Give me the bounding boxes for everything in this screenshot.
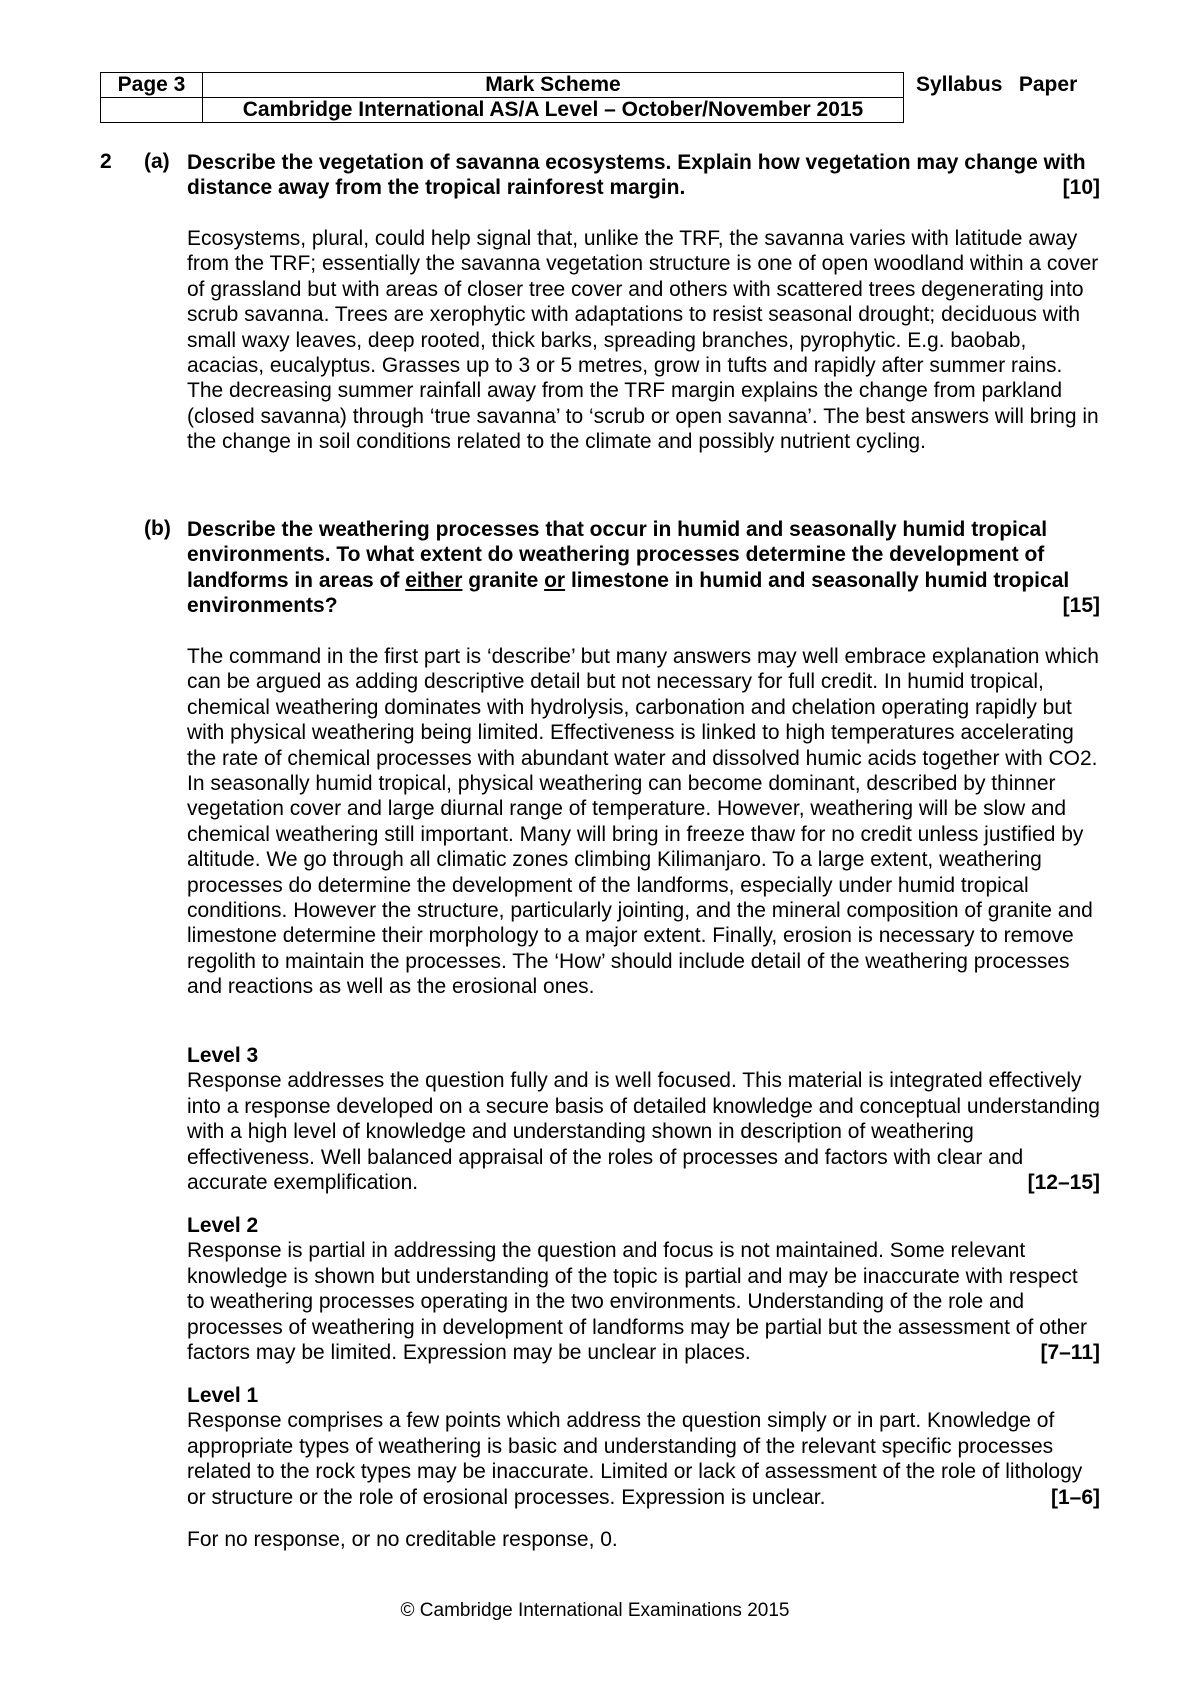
- copyright-footer: © Cambridge International Examinations 2015: [400, 1600, 790, 1621]
- part-b-prompt: Describe the weathering processes that occur in humid and seasonally humid tropical environments. To what extent do weathering processes determine the development of landforms in areas of either granite or limestone in humid and seasonally humid tropical environments? [15]: [187, 518, 1100, 618]
- header-table: [100, 72, 1101, 123]
- part-b-marks: [15]: [1062, 594, 1100, 618]
- header-empty-cell: [101, 98, 203, 123]
- question-number: 2: [100, 150, 112, 173]
- level-marks: [7–11]: [1040, 1341, 1100, 1365]
- part-a-prompt-text: Describe the vegetation of savanna ecosystems. Explain how vegetation may change with distance away from the tropical rainforest margin.: [187, 151, 1086, 200]
- document-title: Mark Scheme: [203, 73, 904, 98]
- part-b-answer: The command in the first part is ‘describe’ but many answers may well embrace explanation which can be argued as adding descriptive detail but not necessary for full credit. In humid tropical, chemical weathering dominates with hydrolysis, carbonation and chelation operating rapidly but with physical weathering being limited. Effectiveness is linked to high temperatures accelerating the rate of chemical processes with abundant water and dissolved humic acids together with CO2. In seasonally humid tropical, physical weathering can become dominant, described by thinner vegetation cover and large diurnal range of temperature. However, weathering will be slow and chemical weathering still important. Many will bring in freeze thaw for no credit unless justified by altitude. We go through all climatic zones climbing Kilimanjaro. To a large extent, weathering processes do determine the development of the landforms, especially under humid tropical conditions. However the structure, particularly jointing, and the mineral composition of granite and limestone determine their morphology to a major extent. Finally, erosion is necessary to remove regolith to maintain the processes. The ‘How’ should include detail of the weathering processes and reactions as well as the erosional ones.: [187, 645, 1099, 999]
- page-number: Page 3: [101, 73, 203, 98]
- level-3: [187, 1043, 1100, 1195]
- or-underlined: or: [544, 568, 566, 592]
- part-a-marks: [10]: [1062, 176, 1100, 200]
- no-response-note: For no response, or no creditable response, 0.: [187, 1528, 618, 1551]
- part-a-label: (a): [144, 150, 170, 173]
- level-1: [187, 1383, 1100, 1510]
- part-a-prompt: [187, 150, 1100, 201]
- part-b-label: (b): [144, 517, 171, 540]
- either-underlined: either: [405, 568, 463, 592]
- level-descriptor: Response comprises a few points which address the question simply or in part. Knowledge of appropriate types of weathering is basic and understanding of the relevant specific processes related to the rock types may be inaccurate. Limited or lack of assessment of the role of lithology or structure or the role of erosional processes. Expression is unclear. [1–6]: [187, 1409, 1100, 1509]
- level-title: Level 3: [187, 1044, 259, 1067]
- level-2: [187, 1213, 1100, 1365]
- level-descriptor: Response addresses the question fully and is well focused. This material is integrated effectively into a response developed on a secure basis of detailed knowledge and conceptual understanding with a high level of knowledge and understanding shown in description of weathering effectiveness. Well balanced appraisal of the roles of processes and factors with clear and accurate exemplification. [12–15]: [187, 1069, 1100, 1195]
- level-title: Level 2: [187, 1214, 259, 1237]
- part-a-answer: Ecosystems, plural, could help signal that, unlike the TRF, the savanna varies with latitude away from the TRF; essentially the savanna vegetation structure is one of open woodland within a cover of grassland but with areas of closer tree cover and others with scattered trees degenerating into scrub savanna. Trees are xerophytic with adaptations to resist seasonal drought; deciduous with small waxy leaves, deep rooted, thick barks, spreading branches, pyrophytic. E.g. baobab, acacias, eucalyptus. Grasses up to 3 or 5 metres, grow in tufts and rapidly after summer rains. The decreasing summer rainfall away from the TRF margin explains the change from parkland (closed savanna) through ‘true savanna’ to ‘scrub or open savanna’. The best answers will bring in the change in soil conditions related to the climate and possibly nutrient cycling.: [187, 227, 1099, 454]
- paper-label: Paper: [1018, 73, 1078, 96]
- level-marks: [1–6]: [1050, 1485, 1100, 1509]
- document-subtitle: Cambridge International AS/A Level – October/November 2015: [203, 98, 904, 123]
- level-descriptor: Response is partial in addressing the question and focus is not maintained. Some relevant knowledge is shown but understanding of the topic is partial and may be inaccurate with respect to weathering processes operating in the two environments. Understanding of the role and processes of weathering in development of landforms may be partial but the assessment of other factors may be limited. Expression may be unclear in places. [7–11]: [187, 1239, 1100, 1365]
- syllabus-label: Syllabus: [916, 73, 1003, 96]
- level-marks: [12–15]: [1027, 1171, 1100, 1195]
- level-title: Level 1: [187, 1384, 259, 1407]
